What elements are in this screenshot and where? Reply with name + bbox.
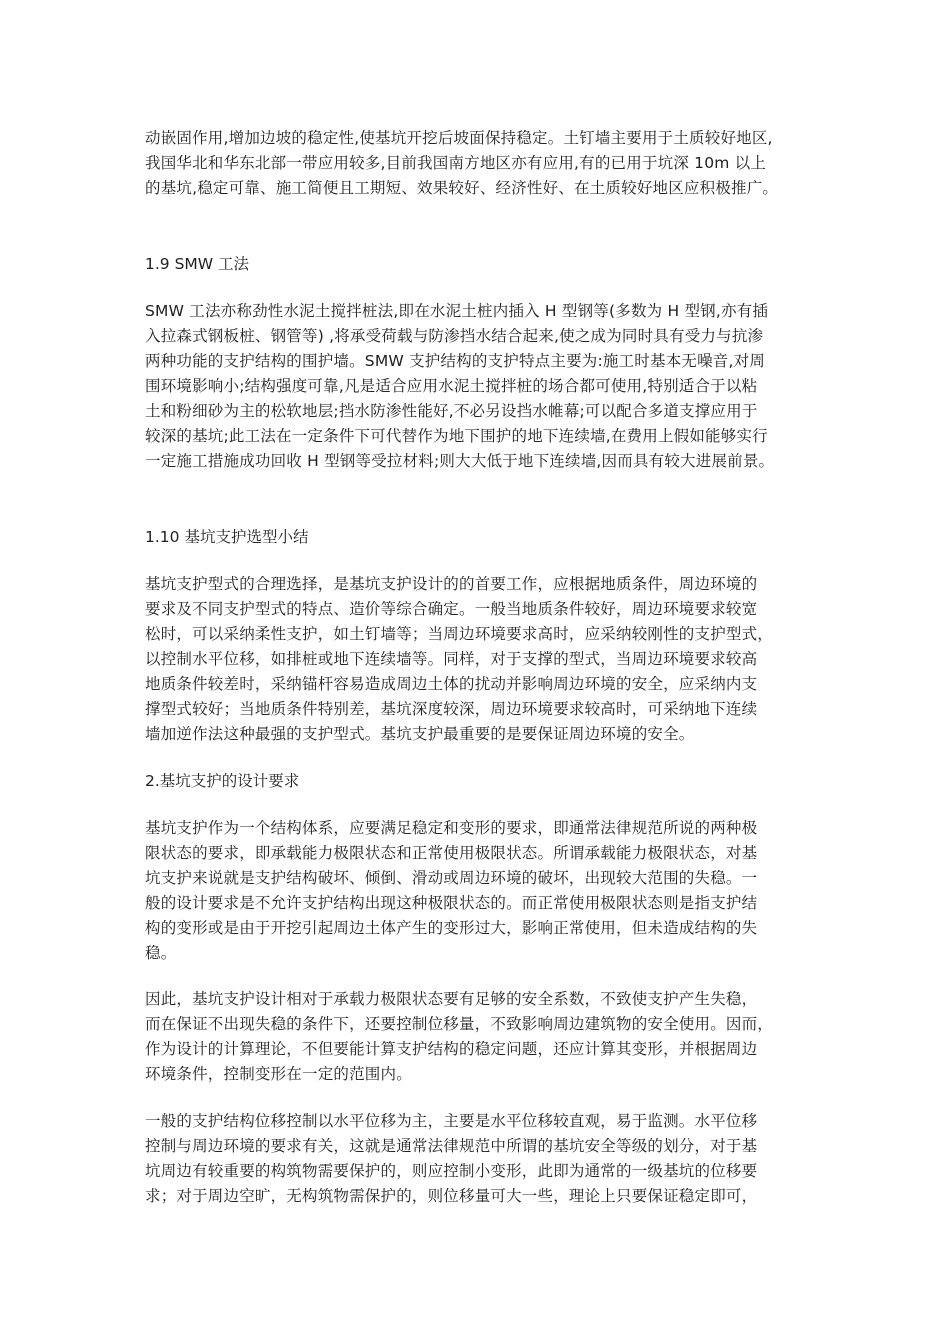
paragraph-smw-method — [145, 299, 815, 474]
text-line: 的基坑,稳定可靠、施工简便且工期短、效果较好、经济性好、在土质较好地区应积极推广。 — [145, 179, 779, 197]
text-line: 以控制水平位移，如排桩或地下连续墙等。同样，对于支撑的型式，当周边环境要求较高 — [145, 650, 758, 668]
text-line: 作为设计的计算理论，不但要能计算支护结构的稳定问题，还应计算其变形，并根据周边 — [145, 1040, 758, 1058]
text-line: 地质条件较差时，采纳锚杆容易造成周边土体的扰动并影响周边环境的安全，应采纳内支 — [145, 675, 758, 693]
text-line: 土和粉细砂为主的松软地层;挡水防渗性能好,不必另设挡水帷幕;可以配合多道支撑应用于 — [145, 402, 758, 420]
text-line: SMW 工法亦称劲性水泥土搅拌桩法,即在水泥土桩内插入 H 型钢等(多数为 H 型钢,亦有插 — [145, 302, 769, 320]
text-line: 坑支护来说就是支护结构破坏、倾倒、滑动或周边环境的破坏，出现较大范围的失稳。一 — [145, 869, 758, 887]
text-line: 构的变形或是由于开挖引起周边土体产生的变形过大，影响正常使用，但未造成结构的失 — [145, 919, 758, 937]
paragraph-displacement-control — [145, 1109, 815, 1209]
section-heading-1-9: 1.9 SMW 工法 — [145, 255, 250, 273]
text-line: 围环境影响小;结构强度可靠,凡是适合应用水泥土搅拌桩的场合都可使用,特别适合于以粘 — [145, 377, 758, 395]
text-line: 一定施工措施成功回收 H 型钢等受拉材料;则大大低于地下连续墙,因而具有较大进展前景。 — [145, 452, 775, 470]
text-line: 般的设计要求是不允许支护结构出现这种极限状态的。而正常使用极限状态则是指支护结 — [145, 894, 758, 912]
text-line: 限状态的要求，即承载能力极限状态和正常使用极限状态。所谓承载能力极限状态，对基 — [145, 844, 758, 862]
document-page — [145, 120, 815, 1209]
text-line: 入拉森式钢板桩、钢管等) ,将承受荷载与防渗挡水结合起来,使之成为同时具有受力与抗渗 — [145, 327, 764, 345]
text-line: 动嵌固作用,增加边坡的稳定性,使基坑开挖后坡面保持稳定。土钉墙主要用于土质较好地区, — [145, 129, 773, 147]
section-heading-1-10: 1.10 基坑支护选型小结 — [145, 528, 309, 546]
text-line: 而在保证不出现失稳的条件下，还要控制位移量，不致影响周边建筑物的安全使用。因而， — [145, 1015, 774, 1033]
paragraph-soil-nail-wall — [145, 126, 815, 201]
text-line: 要求及不同支护型式的特点、造价等综合确定。一般当地质条件较好，周边环境要求较宽 — [145, 600, 758, 618]
text-line: 基坑支护作为一个结构体系，应要满足稳定和变形的要求，即通常法律规范所说的两种极 — [145, 819, 758, 837]
text-line: 撑型式较好；当地质条件特别差，基坑深度较深，周边环境要求较高时，可采纳地下连续 — [145, 700, 758, 718]
section-heading-2: 2.基坑支护的设计要求 — [145, 772, 300, 790]
text-line: 两种功能的支护结构的围护墙。SMW 支护结构的支护特点主要为:施工时基本无噪音,对周 — [145, 352, 766, 370]
text-line: 控制与周边环境的要求有关，这就是通常法律规范中所谓的基坑安全等级的划分，对于基 — [145, 1137, 758, 1155]
paragraph-design-requirements — [145, 816, 815, 966]
text-line: 一般的支护结构位移控制以水平位移为主，主要是水平位移较直观，易于监测。水平位移 — [145, 1112, 758, 1130]
text-line: 基坑支护型式的合理选择，是基坑支护设计的的首要工作，应根据地质条件，周边环境的 — [145, 575, 758, 593]
text-line: 我国华北和华东北部一带应用较多,目前我国南方地区亦有应用,有的已用于坑深 10m 以上 — [145, 154, 767, 172]
paragraph-safety-factor — [145, 987, 815, 1087]
text-line: 较深的基坑;此工法在一定条件下可代替作为地下围护的地下连续墙,在费用上假如能够实行 — [145, 427, 768, 445]
text-line: 环境条件，控制变形在一定的范围内。 — [145, 1065, 412, 1083]
text-line: 求；对于周边空旷，无构筑物需保护的，则位移量可大一些，理论上只要保证稳定即可， — [145, 1187, 758, 1205]
paragraph-selection-summary — [145, 572, 815, 747]
text-line: 坑周边有较重要的构筑物需要保护的，则应控制小变形，此即为通常的一级基坑的位移要 — [145, 1162, 758, 1180]
text-line: 稳。 — [145, 944, 177, 962]
text-line: 因此，基坑支护设计相对于承载力极限状态要有足够的安全系数，不致使支护产生失稳， — [145, 990, 758, 1008]
text-line: 松时，可以采纳柔性支护，如土钉墙等；当周边环境要求高时，应采纳较刚性的支护型式， — [145, 625, 774, 643]
text-line: 墙加逆作法这种最强的支护型式。基坑支护最重要的是要保证周边环境的安全。 — [145, 725, 695, 743]
